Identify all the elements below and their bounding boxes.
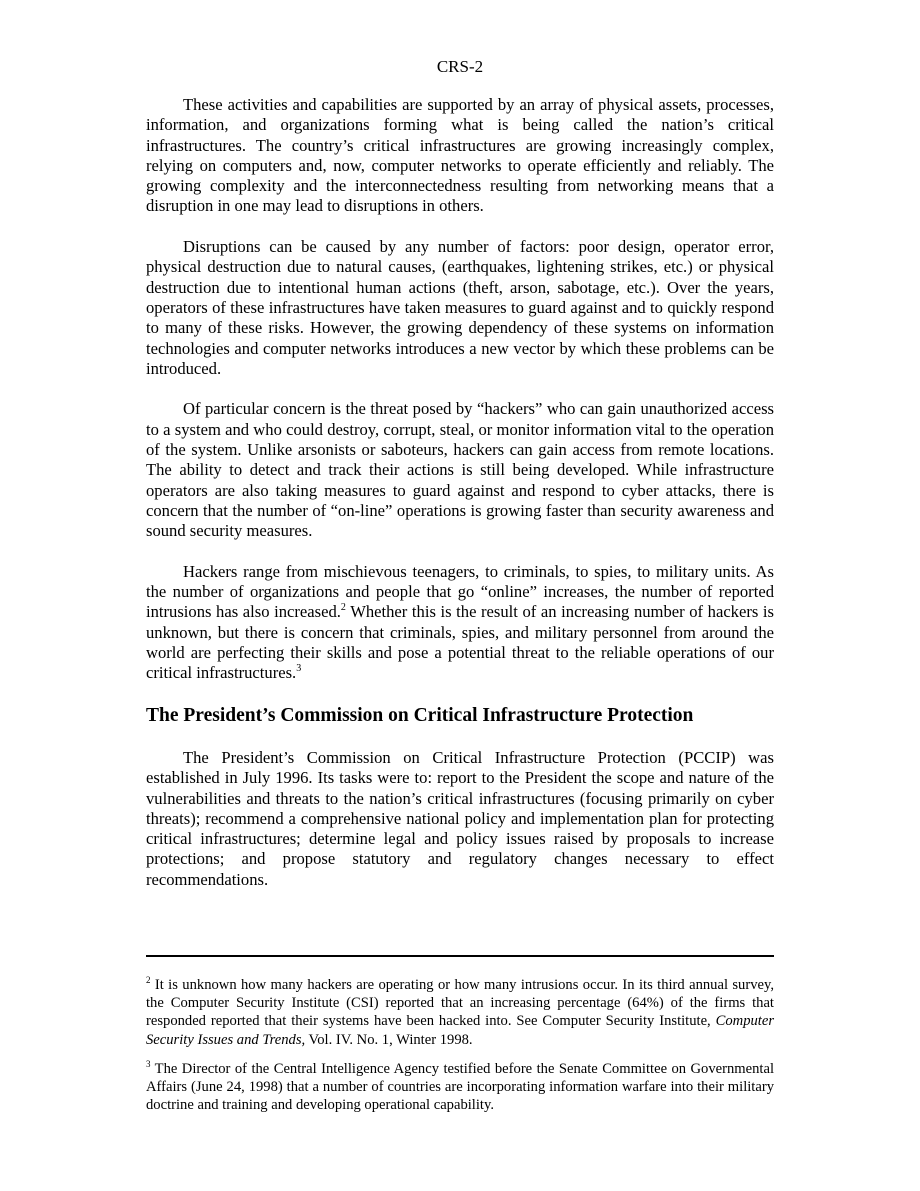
paragraph-disruptions: Disruptions can be caused by any number of factors: poor design, operator error, physical destruction due to natural causes, (earthquakes, lightening strikes, etc.) or physical destruction due to intentional human actions (theft, arson, sabotage, etc.). Over the years, operators of these infrastructures have taken measures to guard against and to quickly respond to many of these risks. However, the growing dependency of these systems on information technologies and computer networks introduces a new vector by which these problems can be introduced.	[146, 237, 774, 378]
paragraph-text-part: Hackers range from mischievous teenagers, to criminals, to spies, to military units. As the number of organizations and people that go “online” increases, the number of reported intrusions has also increased.	[146, 561, 774, 622]
section-heading: The President’s Commission on Critical Infrastructure Protection	[146, 704, 694, 726]
paragraph-hackers-threat: Of particular concern is the threat posed by “hackers” who can gain unauthorized access to a system and who could destroy, corrupt, steal, or monitor information vital to the operation of the system. Unlike arsonists or saboteurs, hackers can gain access from remote locations. The ability to detect and track their actions is still being developed. While infrastructure operators are also taking measures to guard against and respond to cyber attacks, there is concern that the number of “on-line” operations is growing faster than security awareness and sound security measures.	[146, 399, 774, 541]
page-number-header: CRS-2	[436, 57, 484, 76]
footnote-number: 2	[146, 975, 151, 985]
footnote-ref-3[interactable]: 3	[296, 663, 302, 675]
footnote-number: 3	[146, 1058, 151, 1069]
footnote-text: It is unknown how many hackers are operating or how many intrusions occur. In its third annual survey, the Computer Security Institute (CSI) reported that an increasing percentage (64%) of the firms that responded reported that their systems have been hacked into. See Computer Security Institute,	[146, 977, 774, 1030]
paragraph-infrastructures: These activities and capabilities are supported by an array of physical assets, processes, information, and organizations forming what is being called the nation’s critical infrastructures. The country’s critical infrastructures are growing increasingly complex, relying on computers and, now, computer networks to operate efficiently and reliably. The growing complexity and the interconnectedness resulting from networking means that a disruption in one may lead to disruptions in others.	[146, 95, 774, 216]
paragraph-pccip: The President’s Commission on Critical Infrastructure Protection (PCCIP) was established in July 1996. Its tasks were to: report to the President the scope and nature of the vulnerabilities and threats to the nation’s critical infrastructures (focusing primarily on cyber threats); recommend a comprehensive national policy and implementation plan for protecting critical infrastructures; determine legal and policy issues raised by proposals to increase protections; and propose statutory and regulatory changes necessary to effect recommendations.	[146, 747, 774, 889]
footnote-divider	[146, 955, 774, 957]
paragraph-text-part: Whether this is the result of an increasing number of hackers is unknown, but there is concern that criminals, spies, and military personnel from around the world are perfecting their skills and pose a potential threat to the reliable operations of our critical infrastructures.	[146, 602, 774, 683]
footnote-3	[146, 1060, 774, 1115]
footnote-text: Vol. IV. No. 1, Winter 1998.	[305, 1031, 473, 1048]
footnote-ref-2[interactable]: 2	[340, 602, 346, 614]
main-body	[146, 95, 774, 890]
footnote-text: The Director of the Central Intelligence Agency testified before the Senate Committee on Governmental Affairs (June 24, 1998) that a number of countries are incorporating information warfare into their military doctrine and training and developing operational capability.	[146, 1060, 774, 1114]
footnote-2	[146, 976, 774, 1049]
footnote-citation-title: Computer Security Issues and Trends,	[146, 1013, 774, 1048]
footnotes-section	[146, 976, 774, 1125]
paragraph-hackers-range	[146, 562, 774, 684]
